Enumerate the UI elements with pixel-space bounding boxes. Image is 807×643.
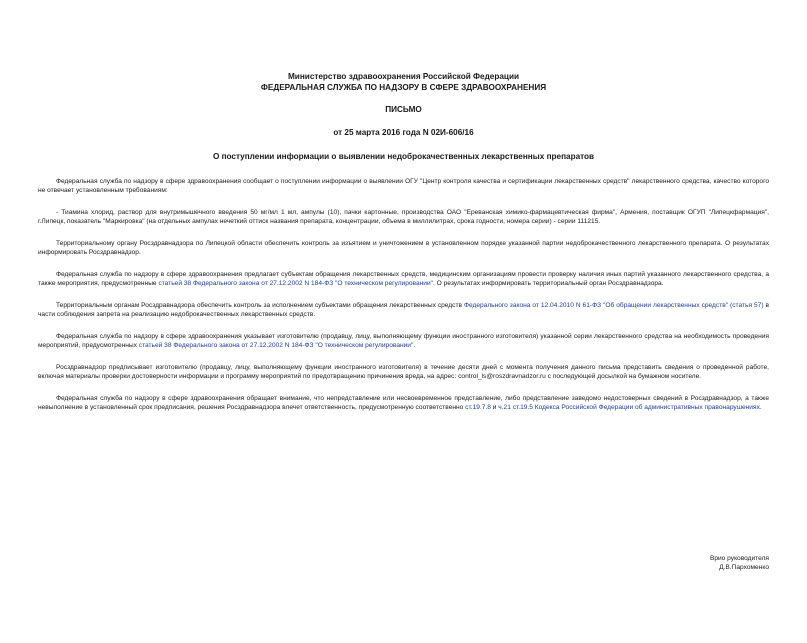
paragraph-5-text-end: в части соблюдения запрета на реализацию недоброкачественных лекарственных средств. [38, 301, 769, 318]
paragraph-1: Федеральная служба по надзору в сфере здравоохранения сообщает о поступлении информации о выявлении ОГУ "Центр контроля качества и сертификации лекарственных средств" лекарственного средства, качество которого не отвечает установленным требованиям: [38, 177, 769, 194]
law-61-link[interactable]: Федерального закона от 12.04.2010 N 61-ФЗ "Об обращении лекарственных средств" [463, 301, 729, 309]
paragraph-6-text: Федеральная служба по надзору в сфере здравоохранения указывает изготовителю (продавцу, лицу, выполняющему функции иностранного изготовителя) указанной серии лекарственного средства на необходимость проведения мероприятий, предусмотренных [38, 332, 769, 349]
paragraph-6 [38, 332, 769, 350]
paragraph-8-text: Федеральная служба по надзору в сфере здравоохранения обращает внимание, что непредставление или несвоевременное представление, либо представление заведомо недостоверных сведений в Росздравнадзор, а также невыполнение в установленный срок предписания, решения Росздравнадзора влечет ответственность, предусмотренную соответственно [38, 394, 769, 411]
service-name: ФЕДЕРАЛЬНАЯ СЛУЖБА ПО НАДЗОРУ В СФЕРЕ ЗДРАВООХРАНЕНИЯ [260, 82, 547, 92]
document-type: ПИСЬМО [385, 105, 422, 114]
signatory-position: Врио руководителя [709, 555, 769, 562]
paragraph-6-text-end: . [413, 341, 416, 349]
paragraph-8 [38, 394, 769, 412]
paragraph-8-text-end: . [759, 403, 762, 411]
paragraph-2: - Тиамина хлорид, раствор для внутримышечного введения 50 мг/мл 1 мл, ампулы (10), пачки картонные, производства ОАО "Ереванская химико-фармацевтическая фирма", Армения, поставщик ОГУП "Липецкфармация", г.Липецк, показатель "Маркировка" (на отдельных ампулах нечеткий оттиск названия препарата, концентрации, объема в миллилитрах, срока годности, номера серии) - серии 111215. [38, 208, 769, 225]
paragraph-5 [38, 301, 769, 319]
signature-block [710, 554, 769, 572]
document-date-number: от 25 марта 2016 года N 02И-606/16 [333, 127, 474, 137]
article-19-7-8-link[interactable]: ст.19.7.8 [465, 403, 491, 411]
paragraph-3: Территориальному органу Росздравнадзора по Липецкой области обеспечить контроль за изъятием и уничтожением в установленном порядке указанной партии недоброкачественного лекарственного препарата. О результатах информировать Росздравнадзор. [38, 239, 769, 256]
document-subject: О поступлении информации о выявлении недоброкачественных лекарственных препаратов [212, 152, 595, 161]
article-19-5-link[interactable]: ч.21 ст.19.5 [498, 403, 533, 411]
document-page [0, 72, 807, 643]
paragraph-5-text: Территориальным органам Росздравнадзора обеспечить контроль за исполнением субъектами обращения лекарственных средств [56, 301, 464, 309]
paragraph-8-and: и [490, 403, 499, 411]
document-body [38, 177, 769, 412]
paragraph-4-text: Федеральная служба по надзору в сфере здравоохранения предлагает субъектам обращения лекарственных средств, медицинским организациям провести проверку наличия иных партий указанного лекарственного средства, а также мероприятия, предусмотренные [38, 270, 769, 287]
ministry-name: Министерство здравоохранения Российской Федерации [287, 72, 520, 81]
law-184-link[interactable]: статьей 38 Федерального закона от 27.12.2002 N 184-ФЗ "О техническом регулировании" [158, 279, 434, 287]
paragraph-4 [38, 270, 769, 288]
law-184-link-2[interactable]: статьей 38 Федерального закона от 27.12.2002 N 184-ФЗ "О техническом регулировании" [138, 341, 414, 349]
koap-link[interactable]: Кодекса Российской Федерации об административных правонарушениях [534, 403, 760, 411]
document-header [38, 72, 769, 163]
signatory-name: Д.В.Пархоменко [719, 564, 769, 571]
paragraph-4-text-end: . О результатах информировать территориальный орган Росздравнадзора. [433, 279, 664, 287]
article-57-link[interactable]: (статья 57) [730, 301, 764, 309]
paragraph-7: Росздравнадзор предписывает изготовителю (продавцу, лицу, выполняющему функции иностранного изготовителя) в течение десяти дней с момента получения данного письма представить сведения о проведенной работе, включая материалы проверки достоверности информации и программу мероприятий по предотвращению причинения вреда, на адрес: control_ls@roszdravnadzor.ru с последующей досылкой на бумажном носителе. [38, 363, 769, 380]
